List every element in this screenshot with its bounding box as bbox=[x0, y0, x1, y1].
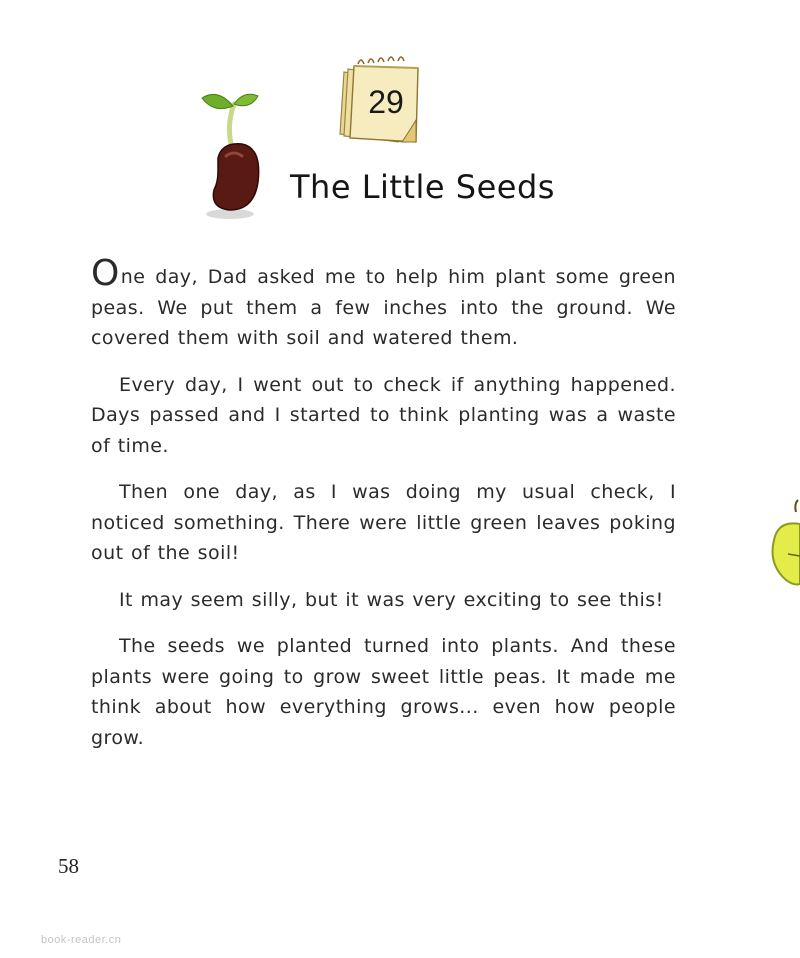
calendar-icon bbox=[338, 50, 424, 148]
story-paragraph bbox=[91, 253, 676, 354]
story-paragraph: Then one day, as I was doing my usual check, I noticed something. There were little green leaves poking out of the soil! bbox=[91, 481, 676, 564]
drop-cap: O bbox=[91, 253, 120, 294]
sprout-illustration bbox=[196, 86, 266, 226]
page-title: The Little Seeds bbox=[290, 168, 555, 206]
chapter-number: 29 bbox=[368, 84, 404, 120]
story-paragraph: It may seem silly, but it was very exciting to see this! bbox=[119, 588, 664, 611]
story-body bbox=[91, 253, 676, 769]
sprouting-bean-icon bbox=[196, 86, 266, 226]
apple-illustration bbox=[764, 498, 800, 590]
page-number: 58 bbox=[58, 854, 79, 878]
apple-icon bbox=[764, 498, 800, 590]
story-paragraph: The seeds we planted turned into plants. And these plants were going to grow sweet little peas. It made me think about how everything grows... even how people grow. bbox=[91, 635, 676, 749]
watermark: book-reader.cn bbox=[41, 934, 122, 946]
paragraph-text: ne day, Dad asked me to help him plant some green peas. We put them a few inches into the ground. We covered them with soil and watered them. bbox=[91, 266, 676, 349]
story-paragraph: Every day, I went out to check if anything happened. Days passed and I started to think planting was a waste of time. bbox=[91, 373, 676, 457]
